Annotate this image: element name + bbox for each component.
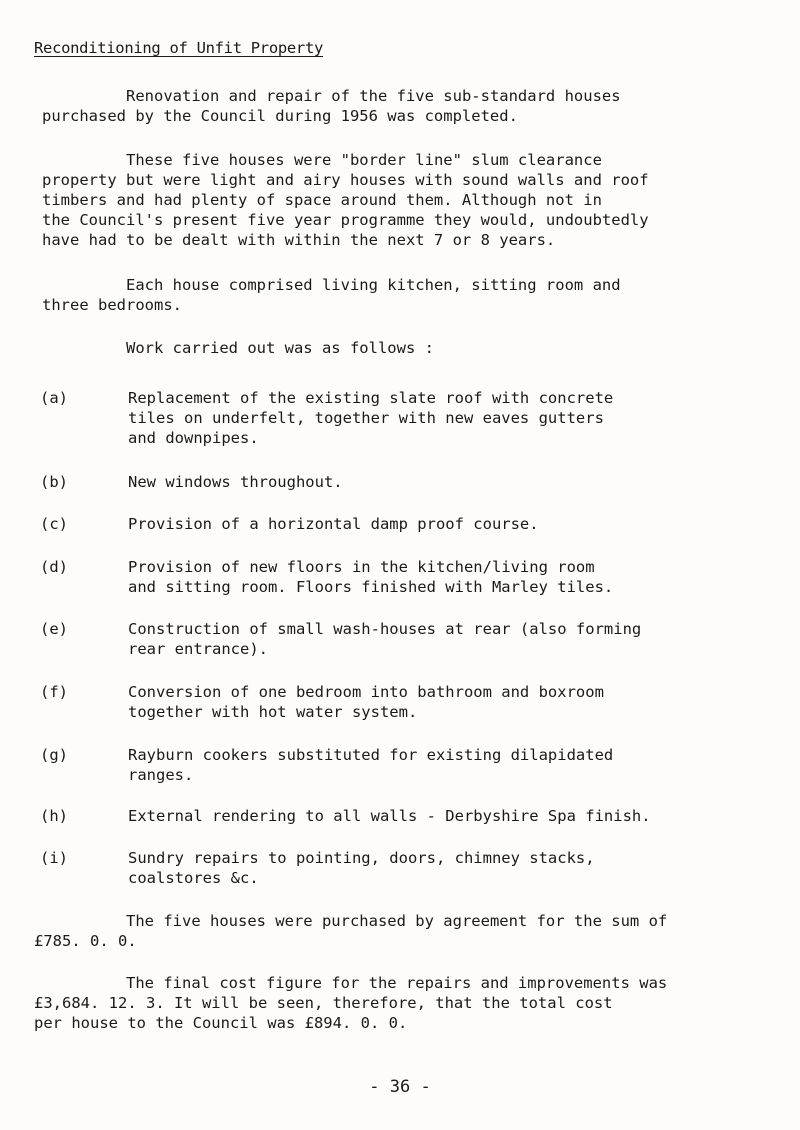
item-line: Sundry repairs to pointing, doors, chimney stacks, bbox=[128, 849, 595, 867]
item-line: tiles on underfelt, together with new eaves gutters bbox=[128, 409, 604, 427]
paragraph-line: have had to be dealt with within the next 7 or 8 years. bbox=[42, 231, 556, 249]
item-line: together with hot water system. bbox=[128, 703, 418, 721]
item-letter: (b) bbox=[40, 473, 68, 491]
item-line: ranges. bbox=[128, 766, 194, 784]
item-line: New windows throughout. bbox=[128, 473, 343, 491]
paragraph-line: timbers and had plenty of space around them. Although not in bbox=[42, 191, 602, 209]
item-line: Provision of new floors in the kitchen/living room bbox=[128, 558, 595, 576]
item-letter: (i) bbox=[40, 849, 68, 867]
paragraph-line: These five houses were "border line" slum clearance bbox=[126, 151, 602, 169]
item-text bbox=[128, 806, 778, 826]
item-letter: (e) bbox=[40, 620, 68, 638]
item-line: External rendering to all walls - Derbyshire Spa finish. bbox=[128, 807, 651, 825]
paragraph-line: the Council's present five year programme they would, undoubtedly bbox=[42, 211, 649, 229]
paragraph-line: property but were light and airy houses with sound walls and roof bbox=[42, 171, 649, 189]
paragraph-work-intro bbox=[42, 338, 772, 358]
item-text bbox=[128, 557, 778, 597]
item-text bbox=[128, 388, 778, 448]
item-letter: (a) bbox=[40, 389, 68, 407]
item-letter: (c) bbox=[40, 515, 68, 533]
paragraph-purchase-sum bbox=[34, 911, 764, 951]
paragraph-house-rooms bbox=[42, 275, 772, 315]
item-letter: (h) bbox=[40, 807, 68, 825]
paragraph-renovation bbox=[42, 86, 772, 126]
paragraph-line: £3,684. 12. 3. It will be seen, therefore, that the total cost bbox=[34, 994, 613, 1012]
item-letter: (f) bbox=[40, 683, 68, 701]
paragraph-line: per house to the Council was £894. 0. 0. bbox=[34, 1014, 408, 1032]
item-line: Conversion of one bedroom into bathroom and boxroom bbox=[128, 683, 604, 701]
item-line: Replacement of the existing slate roof with concrete bbox=[128, 389, 614, 407]
item-text bbox=[128, 848, 778, 888]
paragraph-line: Each house comprised living kitchen, sitting room and bbox=[126, 276, 621, 294]
paragraph-line: The final cost figure for the repairs and improvements was bbox=[126, 974, 668, 992]
item-line: and sitting room. Floors finished with Marley tiles. bbox=[128, 578, 614, 596]
paragraph-line: Work carried out was as follows : bbox=[126, 339, 434, 357]
item-text bbox=[128, 682, 778, 722]
item-line: rear entrance). bbox=[128, 640, 268, 658]
item-letter: (g) bbox=[40, 746, 68, 764]
paragraph-final-cost bbox=[34, 973, 764, 1033]
item-text bbox=[128, 619, 778, 659]
item-line: and downpipes. bbox=[128, 429, 259, 447]
item-text bbox=[128, 472, 778, 492]
item-line: Rayburn cookers substituted for existing dilapidated bbox=[128, 746, 614, 764]
page-number: - 36 - bbox=[369, 1077, 431, 1097]
item-letter: (d) bbox=[40, 558, 68, 576]
item-line: Construction of small wash-houses at rear (also forming bbox=[128, 620, 642, 638]
paragraph-line: Renovation and repair of the five sub-standard houses bbox=[126, 87, 621, 105]
item-text bbox=[128, 514, 778, 534]
paragraph-line: £785. 0. 0. bbox=[34, 932, 137, 950]
paragraph-border-line bbox=[42, 150, 772, 250]
paragraph-line: The five houses were purchased by agreement for the sum of bbox=[126, 912, 668, 930]
item-line: Provision of a horizontal damp proof course. bbox=[128, 515, 539, 533]
item-line: coalstores &c. bbox=[128, 869, 259, 887]
item-text bbox=[128, 745, 778, 785]
paragraph-line: three bedrooms. bbox=[42, 296, 182, 314]
section-heading: Reconditioning of Unfit Property bbox=[34, 39, 324, 57]
paragraph-line: purchased by the Council during 1956 was completed. bbox=[42, 107, 518, 125]
